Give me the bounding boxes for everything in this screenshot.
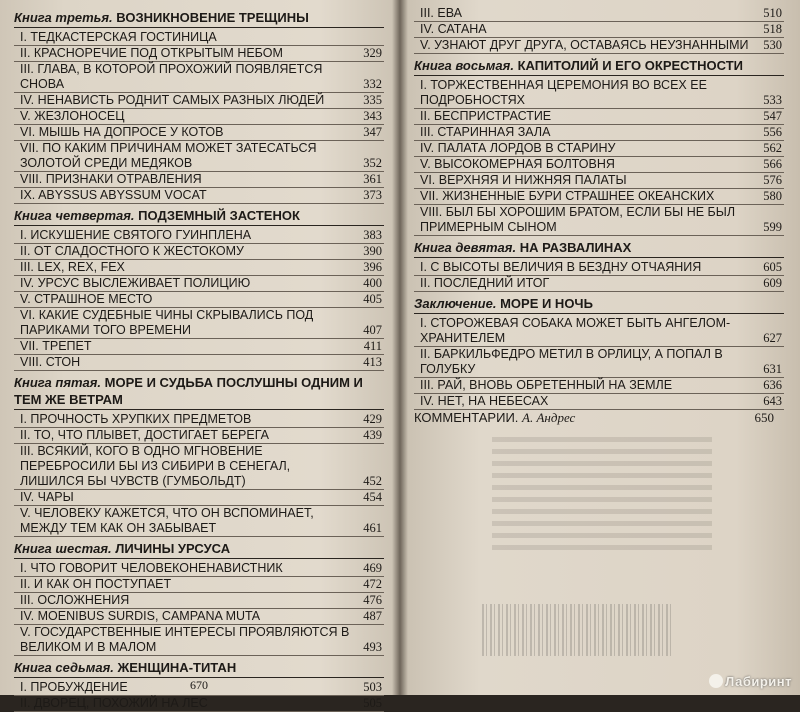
chapter-title: I. ТЕДКАСТЕРСКАЯ ГОСТИНИЦА [20, 30, 217, 44]
chapter-page: 469 [363, 561, 382, 575]
chapter-page: 396 [363, 260, 382, 274]
chapter-page: 411 [363, 339, 382, 353]
book-heading [414, 239, 784, 258]
chapter-title: VIII. СТОН [20, 355, 81, 369]
chapter-page: 503 [363, 680, 382, 694]
chapter-title: III. СТАРИННАЯ ЗАЛА [420, 125, 551, 139]
chapter-title: VIII. ПРИЗНАКИ ОТРАВЛЕНИЯ [20, 172, 202, 186]
chapter-page: 361 [363, 172, 382, 186]
chapter-title: IV. НЕТ, НА НЕБЕСАХ [420, 394, 549, 408]
chapter-page: 476 [363, 593, 382, 607]
toc-entry [414, 276, 784, 292]
chapter-title: II. ДВОРЕЦ, ПОХОЖИЙ НА ЛЕС [20, 696, 208, 710]
chapter-page: 487 [363, 609, 382, 623]
toc-entry [14, 412, 384, 428]
chapter-page: 576 [763, 173, 782, 187]
toc-entry [14, 506, 384, 537]
chapter-title: V. СТРАШНОЕ МЕСТО [20, 292, 153, 306]
toc-entry [414, 189, 784, 205]
book-number: Книга четвертая. [14, 208, 135, 223]
chapter-title: IV. САТАНА [420, 22, 487, 36]
chapter-page: 627 [763, 331, 782, 345]
toc-entry [14, 292, 384, 308]
left-page [0, 0, 398, 710]
chapter-page: 439 [363, 428, 382, 442]
book-title: ЛИЧИНЫ УРСУСА [115, 541, 231, 556]
toc-entry [14, 109, 384, 125]
toc-entry [14, 244, 384, 260]
chapter-title: IV. ПАЛАТА ЛОРДОВ В СТАРИНУ [420, 141, 616, 155]
chapter-title: I. СТОРОЖЕВАЯ СОБАКА МОЖЕТ БЫТЬ АНГЕЛОМ-ХРАНИТЕЛЕМ [420, 316, 731, 345]
chapter-title: IV. УРСУС ВЫСЛЕЖИВАЕТ ПОЛИЦИЮ [20, 276, 251, 290]
page-number: 670 [190, 678, 208, 692]
chapter-title: VII. ЖИЗНЕННЫЕ БУРИ СТРАШНЕЕ ОКЕАНСКИХ [420, 189, 715, 203]
chapter-title: III. ЕВА [420, 6, 462, 20]
toc-entry [14, 625, 384, 656]
book-number: Книга третья. [14, 10, 113, 25]
chapter-page: 547 [763, 109, 782, 123]
toc-entry [414, 173, 784, 189]
chapter-page: 472 [363, 577, 382, 591]
chapter-title: V. УЗНАЮТ ДРУГ ДРУГА, ОСТАВАЯСЬ НЕУЗНАННЫМИ [420, 38, 749, 52]
chapter-title: V. ГОСУДАРСТВЕННЫЕ ИНТЕРЕСЫ ПРОЯВЛЯЮТСЯ В ВЕЛИКОМ И В МАЛОМ [20, 625, 350, 654]
book-number: Книга девятая. [414, 240, 517, 255]
toc-entry [14, 30, 384, 46]
chapter-page: 566 [763, 157, 782, 171]
toc-entry [414, 38, 784, 54]
book-number: Книга шестая. [14, 541, 112, 556]
chapter-title: VII. ПО КАКИМ ПРИЧИНАМ МОЖЕТ ЗАТЕСАТЬСЯ ЗОЛОТОЙ СРЕДИ МЕДЯКОВ [20, 141, 317, 170]
comments-author: А. Андрес [522, 410, 576, 425]
chapter-page: 347 [363, 125, 382, 139]
chapter-title: III. ГЛАВА, В КОТОРОЙ ПРОХОЖИЙ ПОЯВЛЯЕТСЯ СНОВА [20, 62, 323, 91]
chapter-title: VI. ВЕРХНЯЯ И НИЖНЯЯ ПАЛАТЫ [420, 173, 627, 187]
chapter-page: 505 [363, 696, 382, 710]
chapter-page: 400 [363, 276, 382, 290]
book-heading [414, 295, 784, 314]
chapter-title: VI. МЫШЬ НА ДОПРОСЕ У КОТОВ [20, 125, 224, 139]
chapter-page: 452 [363, 474, 382, 488]
toc-entry [414, 22, 784, 38]
toc-entry [14, 141, 384, 172]
chapter-page: 405 [363, 292, 382, 306]
book-title: ЖЕНЩИНА-ТИТАН [117, 660, 237, 675]
book-title: ПОДЗЕМНЫЙ ЗАСТЕНОК [138, 208, 300, 223]
comments-entry [414, 410, 774, 426]
book-heading [14, 540, 384, 559]
chapter-title: I. ПРОЧНОСТЬ ХРУПКИХ ПРЕДМЕТОВ [20, 412, 252, 426]
toc-entry [14, 276, 384, 292]
book-heading [14, 374, 384, 410]
chapter-page: 407 [363, 323, 382, 337]
chapter-title: I. ЧТО ГОВОРИТ ЧЕЛОВЕКОНЕНАВИСТНИК [20, 561, 283, 575]
book-title: МОРЕ И НОЧЬ [500, 296, 593, 311]
watermark-logo-icon [709, 674, 723, 688]
chapter-title: II. ПОСЛЕДНИЙ ИТОГ [420, 276, 550, 290]
book-title: НА РАЗВАЛИНАХ [519, 240, 632, 255]
chapter-page: 332 [363, 77, 382, 91]
toc-entry [414, 347, 784, 378]
book-heading [14, 659, 384, 678]
watermark [709, 674, 792, 689]
toc-entry [14, 228, 384, 244]
chapter-title: III. ВСЯКИЙ, КОГО В ОДНО МГНОВЕНИЕ ПЕРЕБРОСИЛИ БЫ ИЗ СИБИРИ В СЕНЕГАЛ, ЛИШИЛСЯ БЫ ЧУВСТВ (ГУМБОЛЬДТ) [20, 444, 291, 488]
book-heading [14, 207, 384, 226]
chapter-page: 413 [363, 355, 382, 369]
chapter-title: II. ОТ СЛАДОСТНОГО К ЖЕСТОКОМУ [20, 244, 244, 258]
chapter-page: 631 [763, 362, 782, 376]
chapter-page: 518 [763, 22, 782, 36]
toc-entry [14, 308, 384, 339]
toc-entry [14, 260, 384, 276]
toc-entry [14, 577, 384, 593]
book-heading [414, 57, 784, 76]
chapter-page: 562 [763, 141, 782, 155]
chapter-title: VIII. БЫЛ БЫ ХОРОШИМ БРАТОМ, ЕСЛИ БЫ НЕ БЫЛ ПРИМЕРНЫМ СЫНОМ [420, 205, 736, 234]
toc-entry [414, 394, 784, 410]
toc-entry [14, 339, 384, 355]
toc-entry [14, 46, 384, 62]
watermark-text: Лабиринт [725, 674, 792, 689]
book-heading [14, 9, 384, 28]
chapter-page: 429 [363, 412, 382, 426]
toc-entry [414, 157, 784, 173]
book-number: Книга седьмая. [14, 660, 114, 675]
chapter-page: 643 [763, 394, 782, 408]
chapter-title: III. ОСЛОЖНЕНИЯ [20, 593, 130, 607]
comments-page: 650 [754, 410, 774, 425]
chapter-page: 605 [763, 260, 782, 274]
chapter-title: VI. КАКИЕ СУДЕБНЫЕ ЧИНЫ СКРЫВАЛИСЬ ПОД ПАРИКАМИ ТОГО ВРЕМЕНИ [20, 308, 314, 337]
book-number: Заключение. [414, 296, 497, 311]
toc-entry [414, 378, 784, 394]
toc-entry [414, 260, 784, 276]
book-title: ВОЗНИКНОВЕНИЕ ТРЕЩИНЫ [116, 10, 309, 25]
chapter-page: 556 [763, 125, 782, 139]
chapter-title: I. ИСКУШЕНИЕ СВЯТОГО ГУИНПЛЕНА [20, 228, 252, 242]
toc-entry [14, 561, 384, 577]
chapter-title: II. ТО, ЧТО ПЛЫВЕТ, ДОСТИГАЕТ БЕРЕГА [20, 428, 269, 442]
toc-entry [14, 188, 384, 204]
chapter-title: V. ЖЕЗЛОНОСЕЦ [20, 109, 125, 123]
bleed-through-text [472, 430, 732, 595]
chapter-page: 609 [763, 276, 782, 290]
chapter-title: I. ТОРЖЕСТВЕННАЯ ЦЕРЕМОНИЯ ВО ВСЕХ ЕЕ ПОДРОБНОСТЯХ [420, 78, 707, 107]
toc-entry [14, 696, 384, 712]
chapter-page: 461 [363, 521, 382, 535]
toc-entry [414, 205, 784, 236]
toc-entry [414, 78, 784, 109]
chapter-page: 599 [763, 220, 782, 234]
toc-entry [14, 428, 384, 444]
chapter-title: V. ВЫСОКОМЕРНАЯ БОЛТОВНЯ [420, 157, 615, 171]
chapter-title: IV. НЕНАВИСТЬ РОДНИТ САМЫХ РАЗНЫХ ЛЮДЕЙ [20, 93, 325, 107]
toc-entry [14, 125, 384, 141]
toc-entry [14, 93, 384, 109]
chapter-page: 530 [763, 38, 782, 52]
chapter-title: I. ПРОБУЖДЕНИЕ [20, 680, 128, 694]
chapter-title: III. РАЙ, ВНОВЬ ОБРЕТЕННЫЙ НА ЗЕМЛЕ [420, 378, 673, 392]
toc-entry [14, 593, 384, 609]
book-number: Книга пятая. [14, 375, 102, 390]
toc-entry [414, 109, 784, 125]
chapter-title: V. ЧЕЛОВЕКУ КАЖЕТСЯ, ЧТО ОН ВСПОМИНАЕТ, МЕЖДУ ТЕМ КАК ОН ЗАБЫВАЕТ [20, 506, 314, 535]
chapter-title: III. LEX, REX, FEX [20, 260, 125, 274]
toc-entry [14, 355, 384, 371]
right-toc-column [414, 6, 784, 410]
toc-entry [14, 609, 384, 625]
chapter-page: 636 [763, 378, 782, 392]
chapter-page: 383 [363, 228, 382, 242]
chapter-title: IV. MOENIBUS SURDIS, CAMPANA MUTA [20, 609, 261, 623]
chapter-title: I. С ВЫСОТЫ ВЕЛИЧИЯ В БЕЗДНУ ОТЧАЯНИЯ [420, 260, 702, 274]
book-number: Книга восьмая. [414, 58, 514, 73]
chapter-page: 533 [763, 93, 782, 107]
toc-entry [14, 172, 384, 188]
chapter-page: 373 [363, 188, 382, 202]
chapter-page: 390 [363, 244, 382, 258]
chapter-page: 493 [363, 640, 382, 654]
right-page [402, 0, 800, 695]
toc-entry [414, 125, 784, 141]
chapter-title: II. БЕСПРИСТРАСТИЕ [420, 109, 552, 123]
chapter-title: II. КРАСНОРЕЧИЕ ПОД ОТКРЫТЫМ НЕБОМ [20, 46, 283, 60]
chapter-title: IX. ABYSSUS ABYSSUM VOCAT [20, 188, 207, 202]
book-title: МОРЕ И СУДЬБА ПОСЛУШНЫ ОДНИМ И ТЕМ ЖЕ ВЕТРАМ [14, 375, 363, 407]
chapter-page: 343 [363, 109, 382, 123]
toc-entry [14, 490, 384, 506]
toc-entry [414, 141, 784, 157]
chapter-page: 329 [363, 46, 382, 60]
chapter-page: 580 [763, 189, 782, 203]
chapter-page: 335 [363, 93, 382, 107]
chapter-title: II. И КАК ОН ПОСТУПАЕТ [20, 577, 172, 591]
toc-entry [14, 62, 384, 93]
toc-entry [414, 6, 784, 22]
bleed-through-barcode [482, 604, 672, 656]
chapter-title: VII. ТРЕПЕТ [20, 339, 92, 353]
toc-entry [14, 444, 384, 490]
chapter-page: 454 [363, 490, 382, 504]
comments-label: КОММЕНТАРИИ. [414, 410, 519, 425]
left-toc-column [14, 6, 384, 712]
toc-entry [414, 316, 784, 347]
chapter-page: 352 [363, 156, 382, 170]
book-title: КАПИТОЛИЙ И ЕГО ОКРЕСТНОСТИ [517, 58, 744, 73]
chapter-title: IV. ЧАРЫ [20, 490, 74, 504]
chapter-title: II. БАРКИЛЬФЕДРО МЕТИЛ В ОРЛИЦУ, А ПОПАЛ В ГОЛУБКУ [420, 347, 723, 376]
chapter-page: 510 [763, 6, 782, 20]
